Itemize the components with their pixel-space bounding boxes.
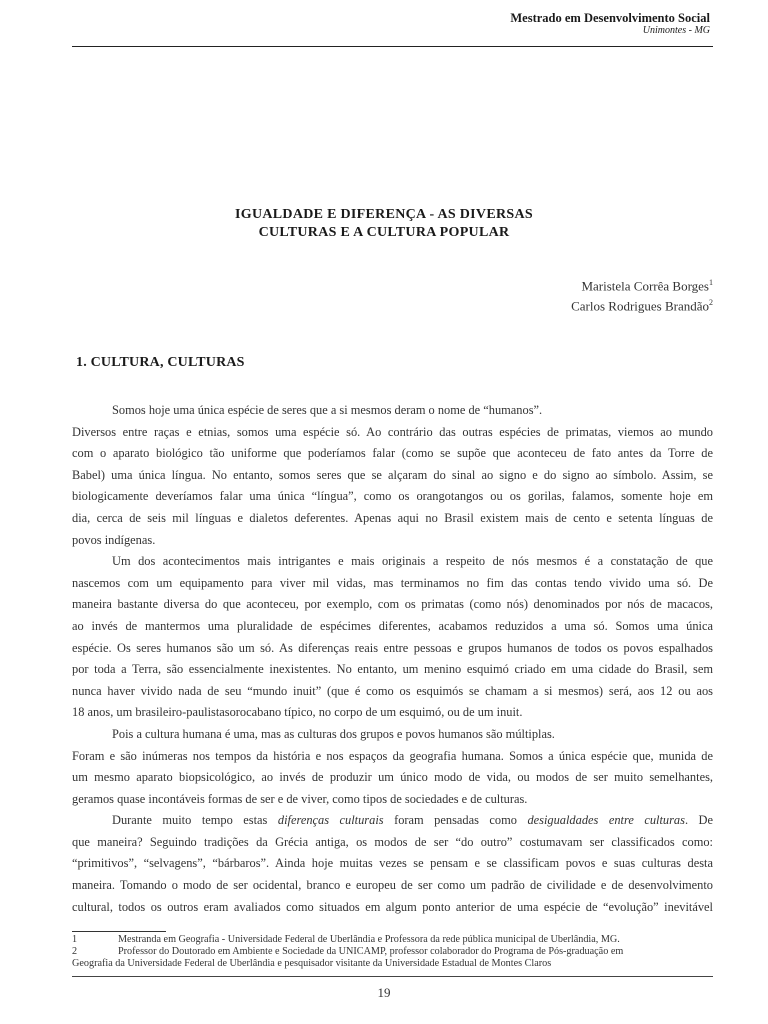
emphasis-differences: diferenças culturais — [277, 813, 384, 828]
footnotes — [72, 934, 713, 971]
authors — [571, 274, 713, 315]
section-heading: 1. CULTURA, CULTURAS — [76, 355, 245, 370]
footnote-2 — [72, 946, 713, 958]
body-line: geramos quase incontáveis formas de ser e de viver, como tipos de sociedades e de culturas. — [72, 791, 528, 806]
body-line: nascemos com um equipamento para viver mil vidas, mas terminamos no fim das contas tendo vivido uma só. De — [72, 575, 713, 590]
title-line-2: CULTURAS E A CULTURA POPULAR — [258, 225, 510, 240]
footnote-1 — [72, 934, 713, 946]
footnote-text: Professor do Doutorado em Ambiente e Sociedade da UNICAMP, professor colaborador do Programa de Pós-graduação em — [118, 946, 624, 958]
page-number: 19 — [377, 985, 391, 1000]
body-line: dia, cerca de seis mil línguas e dialetos deferentes. Apenas aqui no Brasil existem mais de cento e setenta línguas de — [72, 510, 713, 525]
emphasis-inequalities: desigualdades entre culturas — [527, 813, 685, 828]
body-line: Foram e são inúmeras nos tempos da história e nos espaços da geografia humana. Somos a única espécie que, munida de — [72, 748, 713, 763]
body-line: povos indígenas. — [72, 532, 156, 547]
author-2-name: Carlos Rodrigues Brandão — [571, 298, 709, 314]
body-line: Um dos acontecimentos mais intrigantes e mais originais a respeito de nós mesmos é a constatação de que — [112, 554, 713, 569]
footnote-rule — [72, 931, 166, 932]
body-line: maneira bastante diversa do que aconteceu, por exemplo, com os primatas (como nós) denominados por nós de macacos, — [72, 597, 713, 612]
article-title — [0, 206, 768, 242]
footnote-text: Mestranda em Geografia - Universidade Federal de Uberlândia e Professora da rede pública municipal de Uberlândia, MG. — [118, 934, 620, 945]
body-line: 18 anos, um brasileiro-paulistasorocabano típico, no corpo de um esquimó, ou de um inuit. — [72, 705, 523, 720]
body-line: por toda a Terra, são essencialmente inexistentes. No entanto, um menino esquimó criado em uma cidade do Brasil, sem — [72, 662, 713, 677]
author-1 — [571, 274, 713, 294]
footer-rule — [72, 976, 713, 977]
body-line: Babel) uma única língua. No entanto, somos seres que se alçaram do sinal ao signo e do signo ao símbolo. Assim, se — [72, 467, 713, 482]
body-line: que maneira? Seguindo tradições da Grécia antiga, os modos de ser “do outro” costumavam ser classificados como: — [72, 834, 713, 849]
author-2-footnote-ref[interactable]: 2 — [709, 298, 713, 308]
body-line: espécie. Os seres humanos são um só. As diferenças reais entre pessoas e grupos humanos de todos os povos espalhados — [72, 640, 713, 655]
footnote-2-continued: Geografia da Universidade Federal de Uberlândia e pesquisador visitante da Universidade Estadual de Montes Claros — [72, 958, 552, 970]
running-header — [510, 11, 710, 37]
title-line-1: IGUALDADE E DIFERENÇA - AS DIVERSAS — [235, 207, 533, 222]
author-2 — [571, 294, 713, 314]
body-line: ao invés de mantermos uma pluralidade de espécimes diferentes, acabamos reduzidos a uma só. Somos uma única — [72, 618, 713, 633]
body-line: Somos hoje uma única espécie de seres que a si mesmos deram o nome de “humanos”. — [112, 403, 543, 417]
author-1-footnote-ref[interactable]: 1 — [709, 278, 713, 287]
text-run: Durante muito tempo estas — [112, 813, 278, 828]
body-line: com o aparato biológico tão uniforme que poderíamos falar (como se supõe que aconteceu de fato antes da Torre de — [72, 446, 713, 461]
body-line: nunca haver vivido nada de seu “mundo inuit” (que é como os esquimós se chamam a si mesmos) será, aos 12 ou aos — [72, 683, 713, 698]
body-line: um mesmo aparato biopsicológico, ao invés de produzir um único modo de vida, ou modos de ser muito semelhantes, — [72, 770, 713, 785]
body-line: Pois a cultura humana é uma, mas as culturas dos grupos e povos humanos são múltiplas. — [112, 726, 555, 741]
body-line: maneira. Tomando o modo de ser ocidental, branco e europeu de ser como um padrão de civilidade e de desenvolvimento — [72, 878, 713, 893]
body-line: “primitivos”, “selvagens”, “bárbaros”. Ainda hoje muitas vezes se pensam e se classificam povos e suas culturas desta — [72, 856, 713, 871]
footnote-number: 1 — [72, 934, 78, 945]
author-1-name: Maristela Corrêa Borges — [581, 278, 709, 294]
body-line: Diversos entre raças e etnias, somos uma espécie só. Ao contrário das outras espécies de primatas, viemos ao mundo — [72, 424, 713, 439]
text-run: . De — [684, 813, 713, 828]
body-line: cultural, todos os outros eram avaliados como situados em algum ponto anterior de uma espécie de “evolução” inevitável — [72, 899, 713, 914]
body-text — [72, 400, 713, 918]
text-run: foram pensadas como — [383, 813, 528, 828]
body-line: biologicamente deveríamos falar uma única “língua”, como os orangotangos ou os gorilas, falamos, somente hoje em — [72, 489, 713, 504]
body-line — [72, 810, 713, 832]
footnote-number: 2 — [72, 946, 78, 958]
header-rule — [72, 46, 713, 47]
header-program: Mestrado em Desenvolvimento Social — [510, 11, 710, 25]
header-institution: Unimontes - MG — [642, 25, 710, 36]
